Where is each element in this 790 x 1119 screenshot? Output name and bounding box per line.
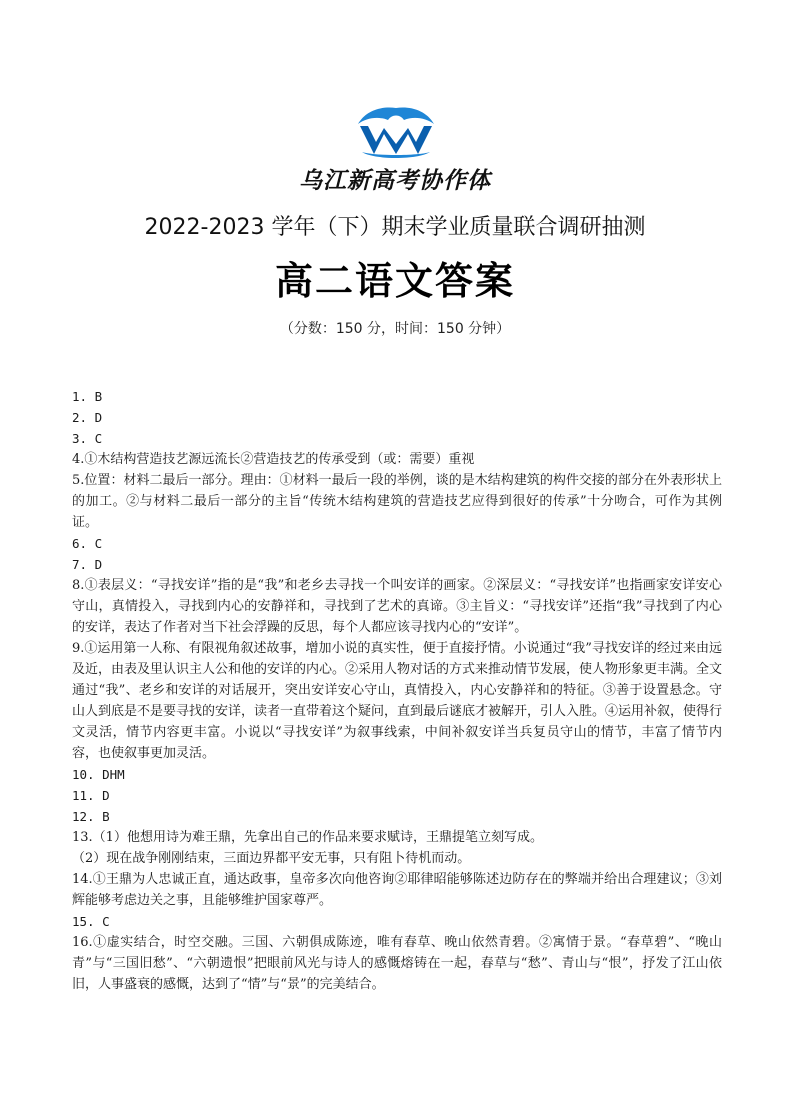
answer-14: 14.①王鼎为人忠诚正直，通达政事，皇帝多次向他咨询②耶律昭能够陈述边防存在的弊端并给出合理建议；③刘辉能够考虑边关之事，且能够维护国家尊严。 [72,872,722,908]
logo-wave-top [358,108,434,124]
answer-list [72,386,722,995]
answer-10: 10. DHM [72,767,125,782]
answer-6: 6. C [72,536,103,551]
logo-w-shape [360,126,432,154]
answer-12: 12. B [72,809,110,824]
answer-16: 16.①虚实结合，时空交融。三国、六朝俱成陈迹，唯有春草、晚山依然青碧。②寓情于景。“春草碧”、“晚山青”与“三国旧愁”、“六朝遗恨”把眼前风光与诗人的感慨熔铸在一起，春草与“愁”、青山与“恨”，抒发了江山依旧，人事盛衰的感慨，达到了“情”与“景”的完美结合。 [72,935,722,992]
answer-2: 2. D [72,410,103,425]
answer-3: 3. C [72,431,103,446]
exam-subtitle: 2022-2023 学年（下）期末学业质量联合调研抽测 [144,215,646,240]
exam-note: （分数：150 分，时间：150 分钟） [279,321,511,337]
page-title: 高二语文答案 [274,259,515,303]
brand-name: 乌江新高考协作体 [299,168,491,194]
answer-7: 7. D [72,557,103,572]
answer-1: 1. B [72,389,103,404]
answer-13-1: 13.（1）他想用诗为难王鼎，先拿出自己的作品来要求赋诗，王鼎提笔立刻写成。 [72,830,543,845]
answer-15: 15. C [72,914,110,929]
answer-13-2: （2）现在战争刚刚结束，三面边界都平安无事，只有阻卜待机而动。 [72,851,471,866]
answer-11: 11. D [72,788,110,803]
answer-5: 5.位置：材料二最后一部分。理由：①材料一最后一段的举例，谈的是木结构建筑的构件交接的部分在外表形状上的加工。②与材料二最后一部分的主旨“传统木结构建筑的营造技艺应得到很好的传承”十分吻合，可作为其例证。 [72,473,722,530]
wave-w-logo-icon [352,104,440,160]
answer-9: 9.①运用第一人称、有限视角叙述故事，增加小说的真实性，便于直接抒情。小说通过“我”寻找安详的经过来由远及近，由表及里认识主人公和他的安详的内心。②采用人物对话的方式来推动情节发展，使人物形象更丰满。全文通过“我”、老乡和安详的对话展开，突出安详安心守山，真情投入，内心安静祥和的特征。③善于设置悬念。守山人到底是不是要寻找的安详，读者一直带着这个疑问，直到最后谜底才被解开，引人入胜。④运用补叙，使得行文灵活，情节内容更丰富。小说以“寻找安详”为叙事线索，中间补叙安详当兵复员守山的情节，丰富了情节内容，也使叙事更加灵活。 [72,641,723,761]
answer-4: 4.①木结构营造技艺源远流长②营造技艺的传承受到（或：需要）重视 [72,452,475,467]
answer-8: 8.①表层义：“寻找安详”指的是“我”和老乡去寻找一个叫安详的画家。②深层义：“寻找安详”也指画家安详安心守山，真情投入，寻找到内心的安静祥和，寻找到了艺术的真谛。③主旨义：“寻找安详”还指“我”寻找到了内心的安详，表达了作者对当下社会浮躁的反思，每个人都应该寻找内心的“安详”。 [72,578,722,635]
